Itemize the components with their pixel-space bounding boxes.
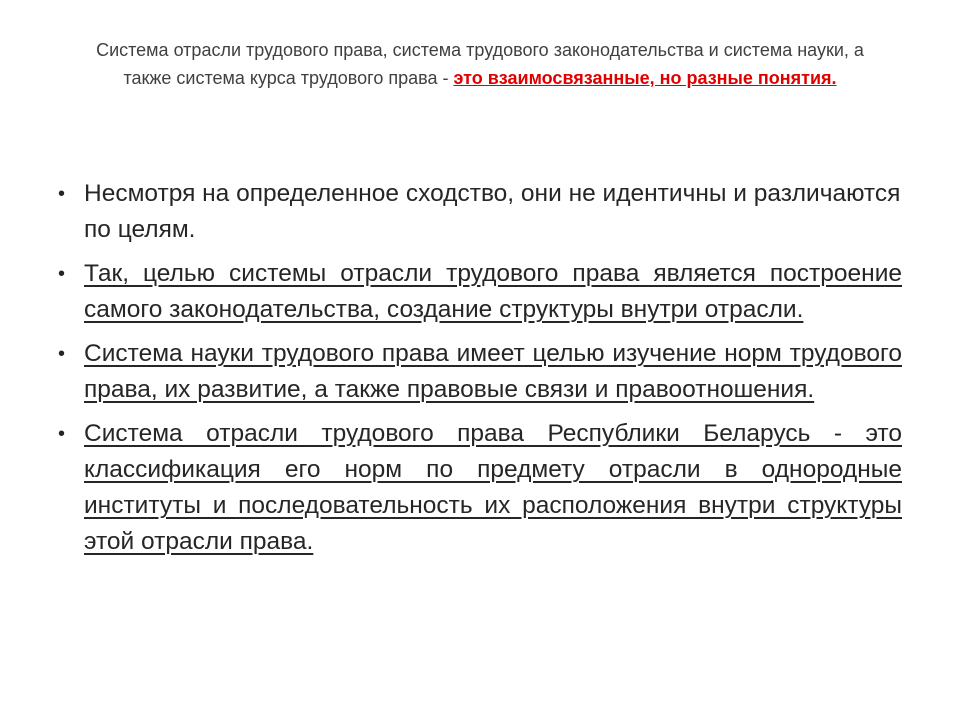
bullet-dot-icon: • [58, 263, 66, 285]
bullet-text-3-wrap [84, 336, 902, 408]
bullet-list [58, 176, 902, 568]
bullet-text-2-wrap [84, 256, 902, 328]
bullet-item-1 [58, 176, 902, 248]
bullet-dot-icon: • [58, 183, 66, 205]
bullet-dot-icon: • [58, 343, 66, 365]
bullet-item-2 [58, 256, 902, 328]
bullet-item-3 [58, 336, 902, 408]
bullet-text-2: Так, целью системы отрасли трудового права является построение самого законодательства, создание структуры внутри отрасли. [84, 260, 902, 323]
slide-title [70, 36, 890, 92]
bullet-text-3: Система науки трудового права имеет целью изучение норм трудового права, их развитие, а также правовые связи и правоотношения. [84, 340, 902, 403]
bullet-dot-icon: • [58, 423, 66, 445]
title-text: Система отрасли трудового права, система трудового законодательства и система науки, а также система курса трудового права - [96, 40, 864, 88]
bullet-text-4-wrap [84, 416, 902, 560]
bullet-item-4 [58, 416, 902, 560]
bullet-text-4: Система отрасли трудового права Республики Беларусь - это классификация его норм по предмету отрасли в однородные институты и последовательность их расположения внутри структуры этой отрасли права. [84, 420, 902, 555]
title-highlight: это взаимосвязанные, но разные понятия. [453, 68, 837, 88]
bullet-text-1: Несмотря на определенное сходство, они не идентичны и различаются по целям. [84, 180, 901, 243]
